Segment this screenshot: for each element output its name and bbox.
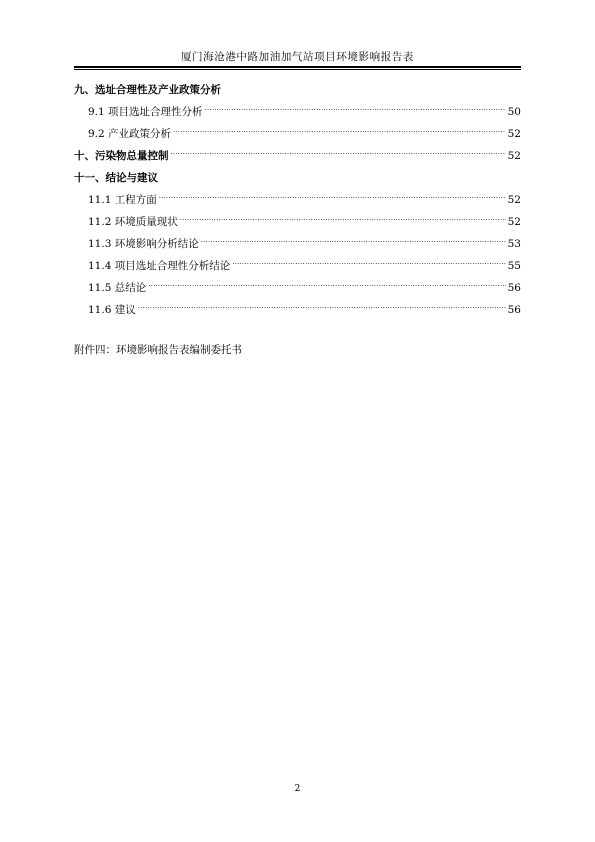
toc-page-number: 56 xyxy=(507,282,521,294)
toc-dot-leader xyxy=(138,304,506,315)
toc-page-number: 50 xyxy=(507,106,521,118)
toc-subsection-entry[interactable] xyxy=(88,302,521,322)
toc-dot-leader xyxy=(173,128,506,139)
toc-section-entry[interactable] xyxy=(74,82,521,102)
appendix-entry: 附件四：环境影响报告表编制委托书 xyxy=(74,344,242,356)
toc-page-number: 52 xyxy=(507,150,521,162)
toc-page-number: 52 xyxy=(507,128,521,140)
toc-entry-label: 11.6 建议 xyxy=(88,304,136,316)
page-number: 2 xyxy=(294,784,301,794)
toc-section-entry[interactable] xyxy=(74,148,521,168)
toc-section-entry[interactable] xyxy=(74,170,521,190)
toc-entry-label: 十一、结论与建议 xyxy=(74,172,158,184)
toc-entry-label: 11.4 项目选址合理性分析结论 xyxy=(88,260,231,272)
toc-subsection-entry[interactable] xyxy=(88,258,521,278)
header-rule-thin xyxy=(74,69,521,70)
toc-dot-leader xyxy=(180,216,506,227)
toc-subsection-entry[interactable] xyxy=(88,104,521,124)
toc-page-number: 52 xyxy=(507,194,521,206)
toc-page-number: 55 xyxy=(507,260,521,272)
page-header-title: 厦门海沧港中路加油加气站项目环境影响报告表 xyxy=(180,51,415,63)
toc-subsection-entry[interactable] xyxy=(88,126,521,146)
toc-entry-label: 11.5 总结论 xyxy=(88,282,147,294)
toc-subsection-entry[interactable] xyxy=(88,214,521,234)
toc-dot-leader xyxy=(159,194,506,205)
toc-dot-leader xyxy=(232,260,505,271)
toc-page-number: 53 xyxy=(507,238,521,250)
toc-entry-label: 9.2 产业政策分析 xyxy=(88,128,172,140)
toc-dot-leader xyxy=(171,150,506,161)
toc-subsection-entry[interactable] xyxy=(88,236,521,256)
toc-dot-leader xyxy=(201,238,506,249)
toc-subsection-entry[interactable] xyxy=(88,280,521,300)
toc-page-number: 52 xyxy=(507,216,521,228)
toc-entry-label: 11.3 环境影响分析结论 xyxy=(88,238,199,250)
toc-entry-label: 11.1 工程方面 xyxy=(88,194,157,206)
toc-page-number: 56 xyxy=(507,304,521,316)
toc-subsection-entry[interactable] xyxy=(88,192,521,212)
toc-dot-leader xyxy=(148,282,505,293)
toc-entry-label: 十、污染物总量控制 xyxy=(74,150,169,162)
toc-entry-label: 九、选址合理性及产业政策分析 xyxy=(74,84,221,96)
toc-dot-leader xyxy=(205,106,506,117)
header-rule xyxy=(74,66,521,68)
toc-entry-label: 9.1 项目选址合理性分析 xyxy=(88,106,203,118)
toc-entry-label: 11.2 环境质量现状 xyxy=(88,216,178,228)
